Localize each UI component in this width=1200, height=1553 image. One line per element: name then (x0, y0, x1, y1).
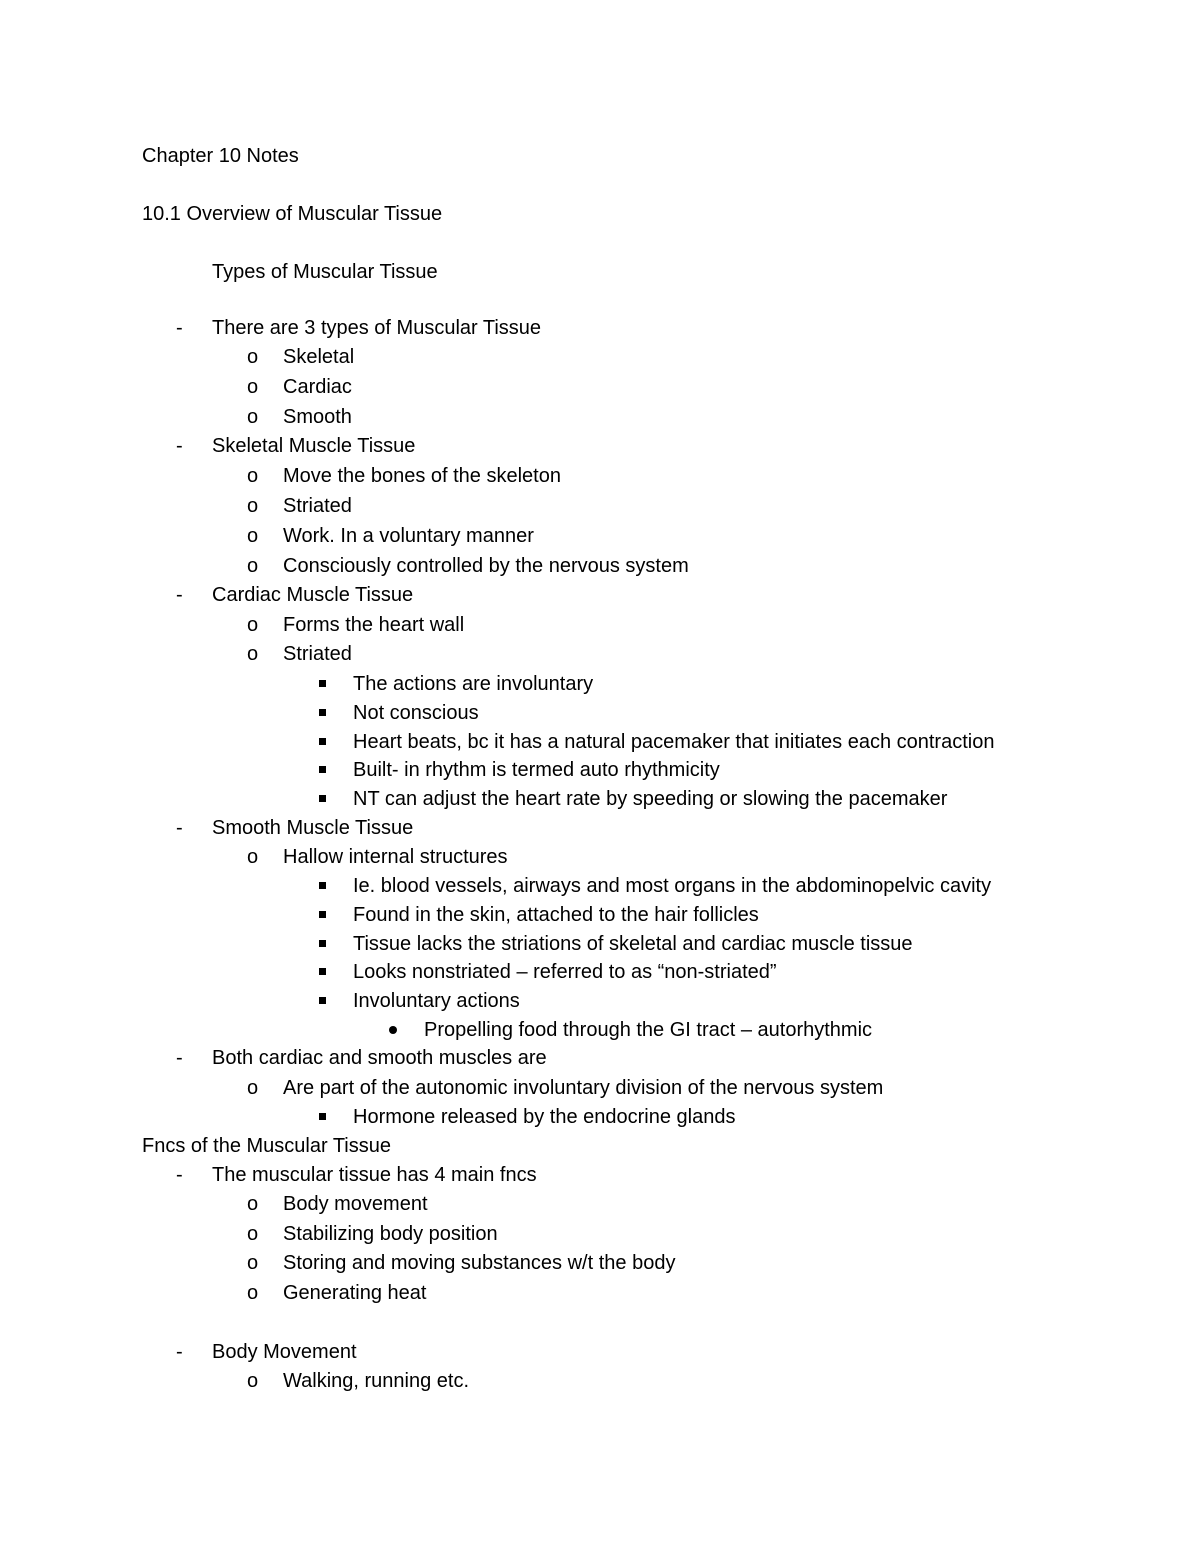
list-item: The actions are involuntary (353, 673, 594, 695)
dash-marker: - (176, 1047, 183, 1069)
list-item: Tissue lacks the striations of skeletal and cardiac muscle tissue (353, 933, 913, 955)
document-title: Chapter 10 Notes (142, 145, 299, 167)
list-item: Stabilizing body position (283, 1223, 498, 1245)
circle-marker: o (247, 525, 259, 547)
round-bullet-icon (389, 1026, 397, 1034)
circle-marker: o (247, 406, 259, 428)
list-item: Found in the skin, attached to the hair follicles (353, 904, 759, 926)
list-item: NT can adjust the heart rate by speeding or slowing the pacemaker (353, 788, 948, 810)
circle-marker: o (247, 1282, 259, 1304)
square-bullet-icon (319, 738, 326, 745)
subheading: Types of Muscular Tissue (212, 261, 438, 283)
circle-marker: o (247, 465, 259, 487)
list-item: Smooth Muscle Tissue (212, 817, 414, 839)
list-item: Smooth (283, 406, 352, 428)
circle-marker: o (247, 643, 259, 665)
list-item: Hormone released by the endocrine glands (353, 1106, 736, 1128)
list-item: There are 3 types of Muscular Tissue (212, 317, 542, 339)
list-item: Striated (283, 643, 352, 665)
list-item: Forms the heart wall (283, 614, 465, 636)
circle-marker: o (247, 1193, 259, 1215)
list-item: Cardiac Muscle Tissue (212, 584, 414, 606)
list-item: Storing and moving substances w/t the body (283, 1252, 676, 1274)
circle-marker: o (247, 1077, 259, 1099)
list-item: Work. In a voluntary manner (283, 525, 534, 547)
list-item: Propelling food through the GI tract – autorhythmic (424, 1019, 873, 1041)
circle-marker: o (247, 846, 259, 868)
list-item: Both cardiac and smooth muscles are (212, 1047, 547, 1069)
list-item: Generating heat (283, 1282, 427, 1304)
circle-marker: o (247, 614, 259, 636)
list-item: Ie. blood vessels, airways and most organs in the abdominopelvic cavity (353, 875, 992, 897)
square-bullet-icon (319, 795, 326, 802)
list-item: Hallow internal structures (283, 846, 508, 868)
circle-marker: o (247, 1223, 259, 1245)
circle-marker: o (247, 555, 259, 577)
list-item: The muscular tissue has 4 main fncs (212, 1164, 537, 1186)
square-bullet-icon (319, 968, 326, 975)
dash-marker: - (176, 1164, 183, 1186)
square-bullet-icon (319, 997, 326, 1004)
list-item: Cardiac (283, 376, 352, 398)
section-heading: 10.1 Overview of Muscular Tissue (142, 203, 443, 225)
list-item: Not conscious (353, 702, 479, 724)
square-bullet-icon (319, 1113, 326, 1120)
list-item: Skeletal (283, 346, 355, 368)
list-item: Body movement (283, 1193, 428, 1215)
dash-marker: - (176, 584, 183, 606)
list-item: Body Movement (212, 1341, 357, 1363)
circle-marker: o (247, 495, 259, 517)
list-item: Consciously controlled by the nervous system (283, 555, 689, 577)
list-item: Heart beats, bc it has a natural pacemaker that initiates each contraction (353, 731, 995, 753)
square-bullet-icon (319, 680, 326, 687)
square-bullet-icon (319, 940, 326, 947)
dash-marker: - (176, 1341, 183, 1363)
dash-marker: - (176, 435, 183, 457)
list-item: Involuntary actions (353, 990, 520, 1012)
square-bullet-icon (319, 766, 326, 773)
list-item: Built- in rhythm is termed auto rhythmicity (353, 759, 720, 781)
list-item: Skeletal Muscle Tissue (212, 435, 416, 457)
list-item: Striated (283, 495, 352, 517)
square-bullet-icon (319, 882, 326, 889)
circle-marker: o (247, 346, 259, 368)
square-bullet-icon (319, 709, 326, 716)
square-bullet-icon (319, 911, 326, 918)
list-item: Looks nonstriated – referred to as “non-striated” (353, 961, 777, 983)
circle-marker: o (247, 1252, 259, 1274)
circle-marker: o (247, 1370, 259, 1392)
list-item: Walking, running etc. (283, 1370, 470, 1392)
list-item: Move the bones of the skeleton (283, 465, 561, 487)
section-heading: Fncs of the Muscular Tissue (142, 1135, 391, 1157)
dash-marker: - (176, 317, 183, 339)
dash-marker: - (176, 817, 183, 839)
circle-marker: o (247, 376, 259, 398)
list-item: Are part of the autonomic involuntary division of the nervous system (283, 1077, 884, 1099)
